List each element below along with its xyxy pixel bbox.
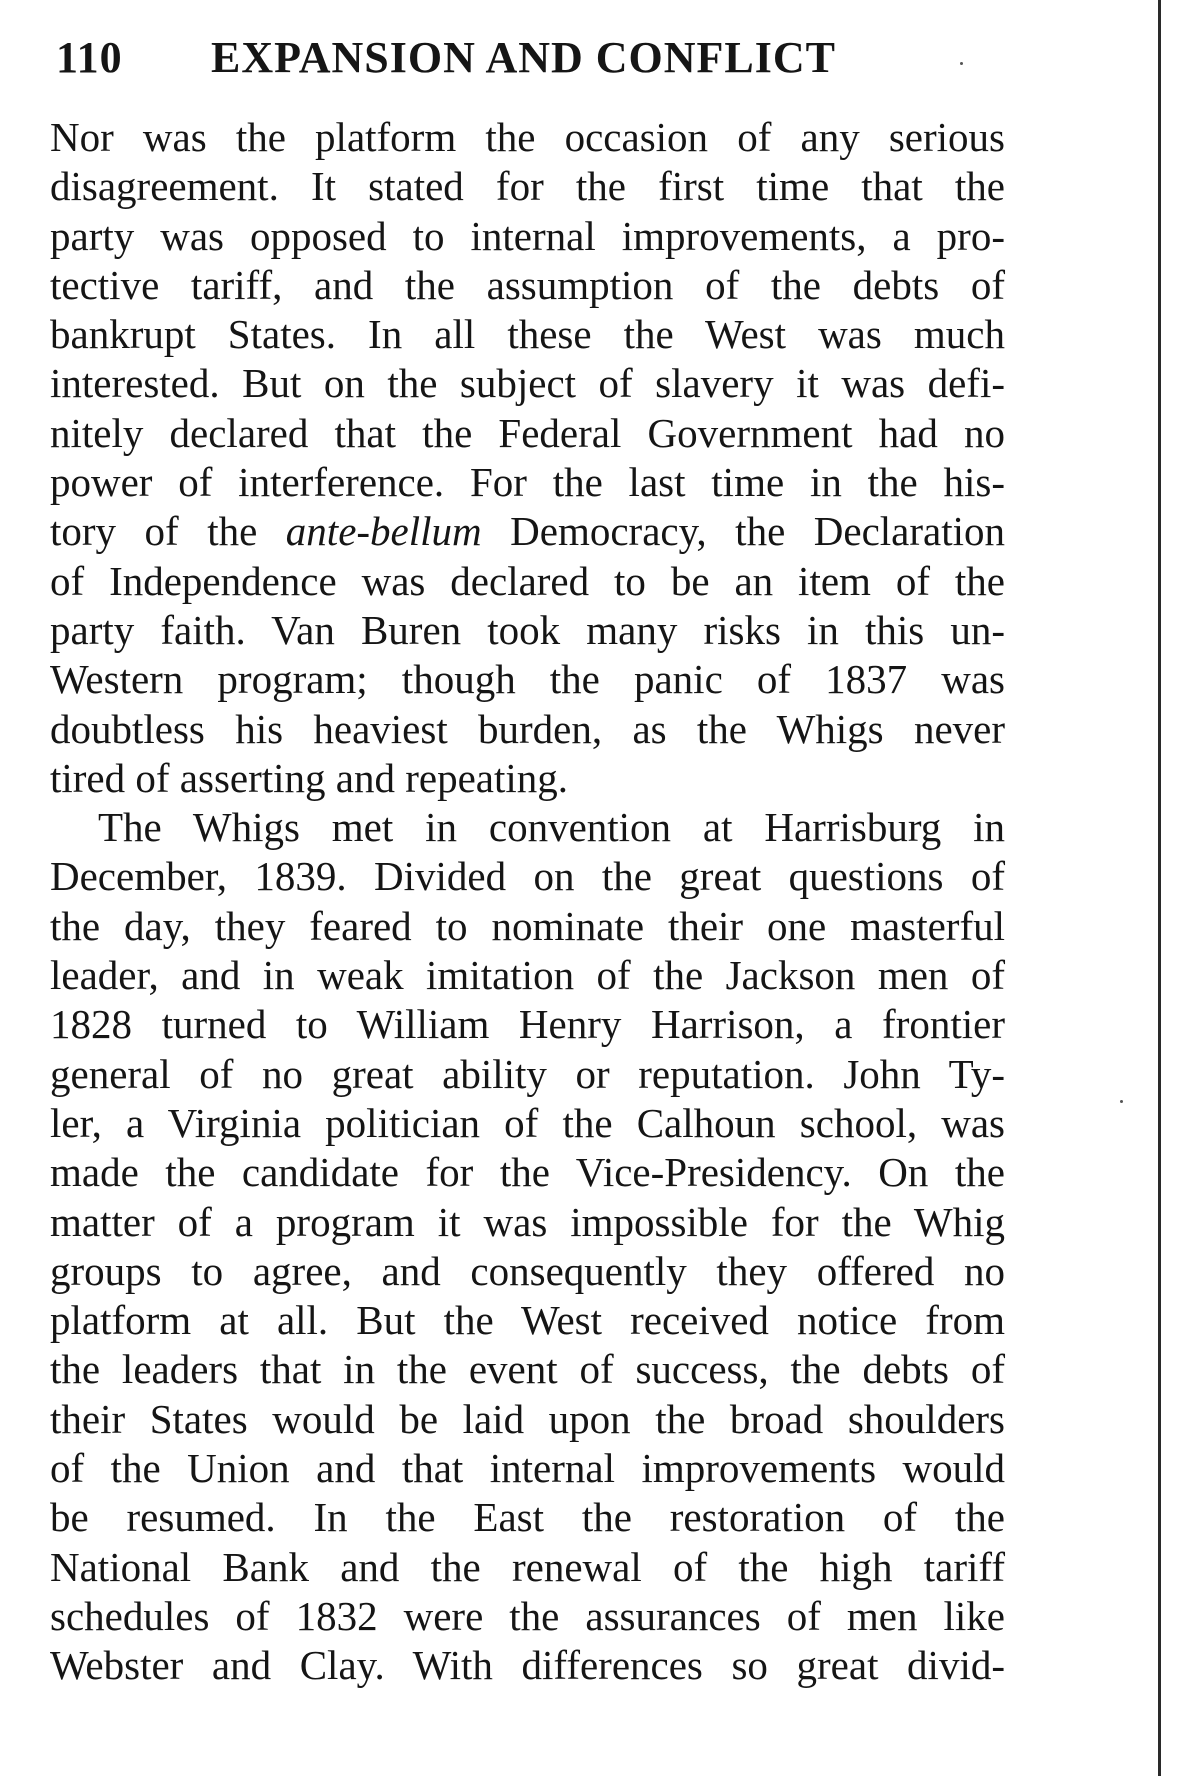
text-line: National Bank and the renewal of the high tariff [50, 1543, 1005, 1590]
text-line: Nor was the platform the occasion of any serious [50, 114, 1005, 160]
text-line: The Whigs met in convention at Harrisburg in [98, 804, 1005, 851]
text-line: party was opposed to internal improvements, a pro- [50, 212, 1005, 259]
text-line: power of interference. For the last time in the his- [50, 459, 1005, 506]
text-line: general of no great ability or reputation. John Ty- [50, 1050, 1005, 1097]
text-line: made the candidate for the Vice-Presidency. On the [50, 1149, 1005, 1196]
text-line: leader, and in weak imitation of the Jackson men of [50, 952, 1005, 999]
text-line: of the Union and that internal improvements would [50, 1445, 1005, 1492]
text-line: the day, they feared to nominate their one masterful [50, 902, 1005, 949]
text-line: groups to agree, and consequently they offered no [50, 1247, 1005, 1294]
text-line: 1828 turned to William Henry Harrison, a frontier [50, 1001, 1005, 1048]
text-line: schedules of 1832 were the assurances of men like [50, 1592, 1005, 1639]
running-head: EXPANSION AND CONFLICT [211, 33, 837, 82]
page-body [50, 113, 1005, 1691]
text-line: platform at all. But the West received notice from [50, 1297, 1005, 1344]
paragraph [50, 113, 1005, 803]
text-line: tory of the ante-bellum Democracy, the Declaration [50, 508, 1005, 555]
page-edge-rule [1158, 0, 1161, 1776]
scan-speck [1120, 1100, 1123, 1103]
text-line: tective tariff, and the assumption of the debts of [50, 261, 1005, 308]
scan-speck [960, 62, 963, 65]
text-line: the leaders that in the event of success, the debts of [50, 1346, 1005, 1393]
page-header [56, 30, 1016, 86]
text-line: ler, a Virginia politician of the Calhoun school, was [50, 1099, 1005, 1146]
page-number: 110 [56, 33, 123, 82]
text-line: their States would be laid upon the broad shoulders [50, 1395, 1005, 1442]
text-line: matter of a program it was impossible for the Whig [50, 1198, 1005, 1245]
text-line: Western program; though the panic of 1837 was [50, 656, 1005, 703]
paragraph [50, 803, 1005, 1690]
text-line: of Independence was declared to be an item of the [50, 557, 1005, 604]
text-line: be resumed. In the East the restoration of the [50, 1494, 1005, 1541]
text-line: bankrupt States. In all these the West was much [50, 311, 1005, 358]
text-line: interested. But on the subject of slavery it was defi- [50, 360, 1005, 407]
text-line: Webster and Clay. With differences so great divid- [50, 1642, 1005, 1689]
text-line: tired of asserting and repeating. [50, 754, 569, 801]
text-line: party faith. Van Buren took many risks in this un- [50, 606, 1005, 653]
text-line: doubtless his heaviest burden, as the Whigs never [50, 705, 1005, 752]
text-line: December, 1839. Divided on the great questions of [50, 853, 1005, 900]
text-line: disagreement. It stated for the first time that the [50, 163, 1005, 210]
text-line: nitely declared that the Federal Government had no [50, 409, 1005, 456]
